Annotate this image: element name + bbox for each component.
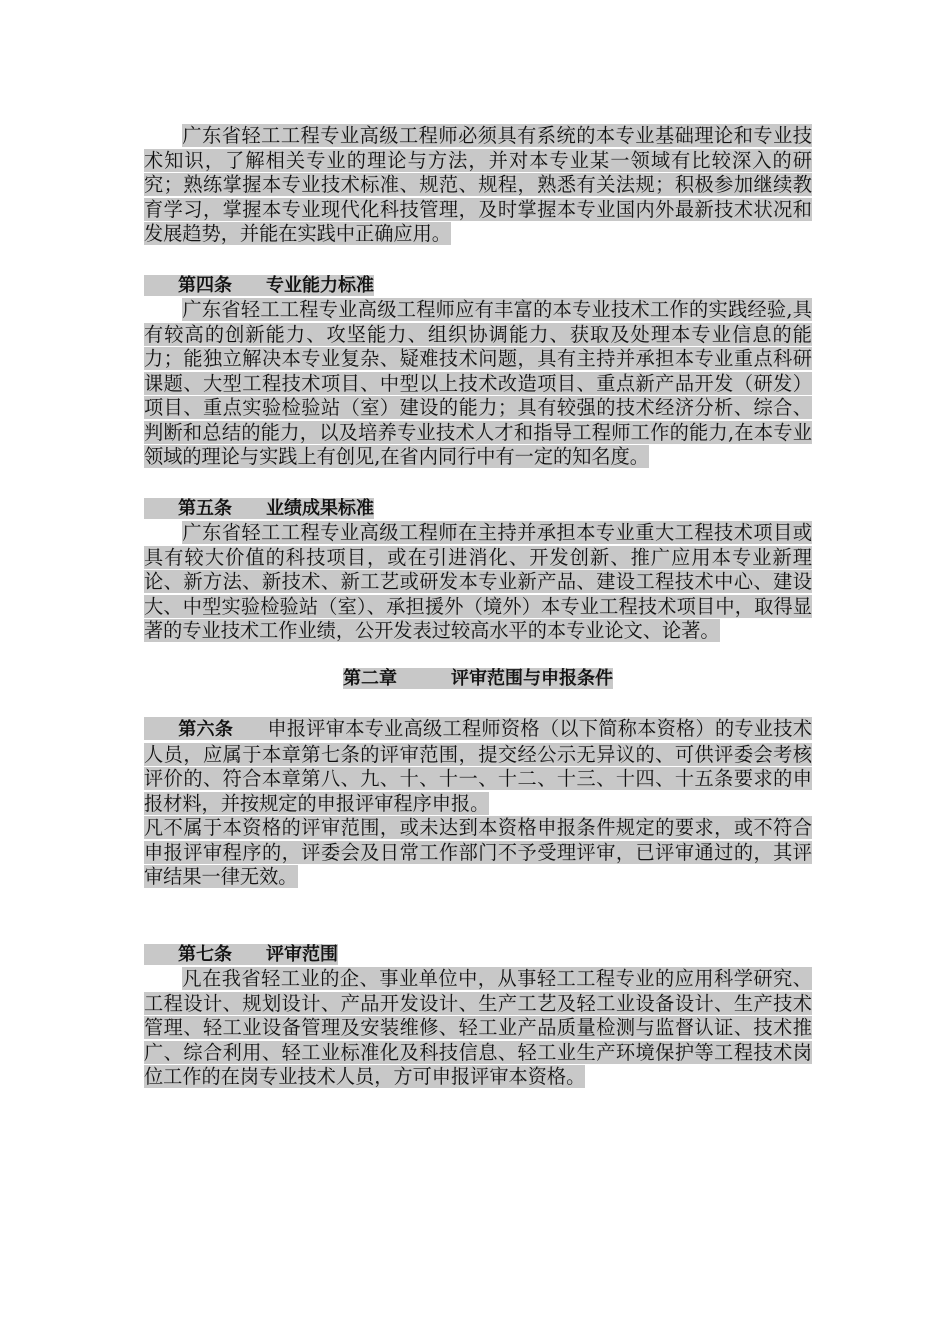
article-5-text: 广东省轻工工程专业高级工程师在主持并承担本专业重大工程技术项目或具有较大价值的科技项目，或在引进消化、开发创新、推广应用本专业新理论、新方法、新技术、新工艺或研发本专业新产品、建设工程技术中心、建设大、中型实验检验站（室）、承担援外（境外）本专业工程技术项目中，取得显著的专业技术工作业绩，公开发表过较高水平的本专业论文、论著。	[144, 521, 812, 642]
article-6-text-2: 凡不属于本资格的评审范围，或未达到本资格申报条件规定的要求，或不符合申报评审程序的，评委会及日常工作部门不予受理评审，已评审通过的，其评审结果一律无效。	[144, 816, 812, 888]
article-5-body	[144, 521, 812, 644]
article-4-number: 第四条	[178, 274, 232, 296]
article-7-title: 评审范围	[266, 943, 338, 965]
article-6-text: 申报评审本专业高级工程师资格（以下简称本资格）的专业技术人员，应属于本章第七条的评审范围，提交经公示无异议的、可供评委会考核评价的、符合本章第八、九、十、十一、十二、十三、十四、十五条要求的申报材料，并按规定的申报评审程序申报。	[144, 717, 812, 815]
article-5-title: 业绩成果标准	[266, 497, 374, 519]
article-7-text: 凡在我省轻工业的企、事业单位中，从事轻工工程专业的应用科学研究、工程设计、规划设计、产品开发设计、生产工艺及轻工业设备设计、生产技术管理、轻工业设备管理及安装维修、轻工业产品质量检测与监督认证、技术推广、综合利用、轻工业标准化及科技信息、轻工业生产环境保护等工程技术岗位工作的在岗专业技术人员，方可申报评审本资格。	[144, 967, 812, 1088]
article-7-heading	[144, 942, 812, 968]
article-5-heading	[144, 496, 812, 522]
paragraph-intro-text: 广东省轻工工程专业高级工程师必须具有系统的本专业基础理论和专业技术知识，了解相关专业的理论与方法，并对本专业某一领域有比较深入的研究；熟练掌握本专业技术标准、规范、规程，熟悉有关法规；积极参加继续教育学习，掌握本专业现代化科技管理，及时掌握本专业国内外最新技术状况和发展趋势，并能在实践中正确应用。	[144, 124, 812, 245]
chapter-2-number: 第二章	[343, 667, 397, 689]
article-7-number: 第七条	[178, 943, 232, 965]
article-6-number: 第六条	[178, 719, 234, 740]
chapter-2-heading	[144, 666, 812, 692]
document-page	[144, 124, 812, 1090]
article-4-body	[144, 298, 812, 470]
article-7-body	[144, 967, 812, 1090]
article-4-text: 广东省轻工工程专业高级工程师应有丰富的本专业技术工作的实践经验,具有较高的创新能力、攻坚能力、组织协调能力、获取及处理本专业信息的能力；能独立解决本专业复杂、疑难技术问题，具有主持并承担本专业重点科研课题、大型工程技术项目、中型以上技术改造项目、重点新产品开发（研发）项目、重点实验检验站（室）建设的能力；具有较强的技术经济分析、综合、判断和总结的能力，以及培养专业技术人才和指导工程师工作的能力,在本专业领域的理论与实践上有创见,在省内同行中有一定的知名度。	[144, 298, 812, 468]
article-6-body	[144, 717, 812, 816]
paragraph-intro	[144, 124, 812, 247]
article-4-heading	[144, 273, 812, 299]
chapter-2-title: 评审范围与申报条件	[451, 667, 613, 689]
article-5-number: 第五条	[178, 497, 232, 519]
article-6-body-2	[144, 816, 812, 890]
article-4-title: 专业能力标准	[266, 274, 374, 296]
